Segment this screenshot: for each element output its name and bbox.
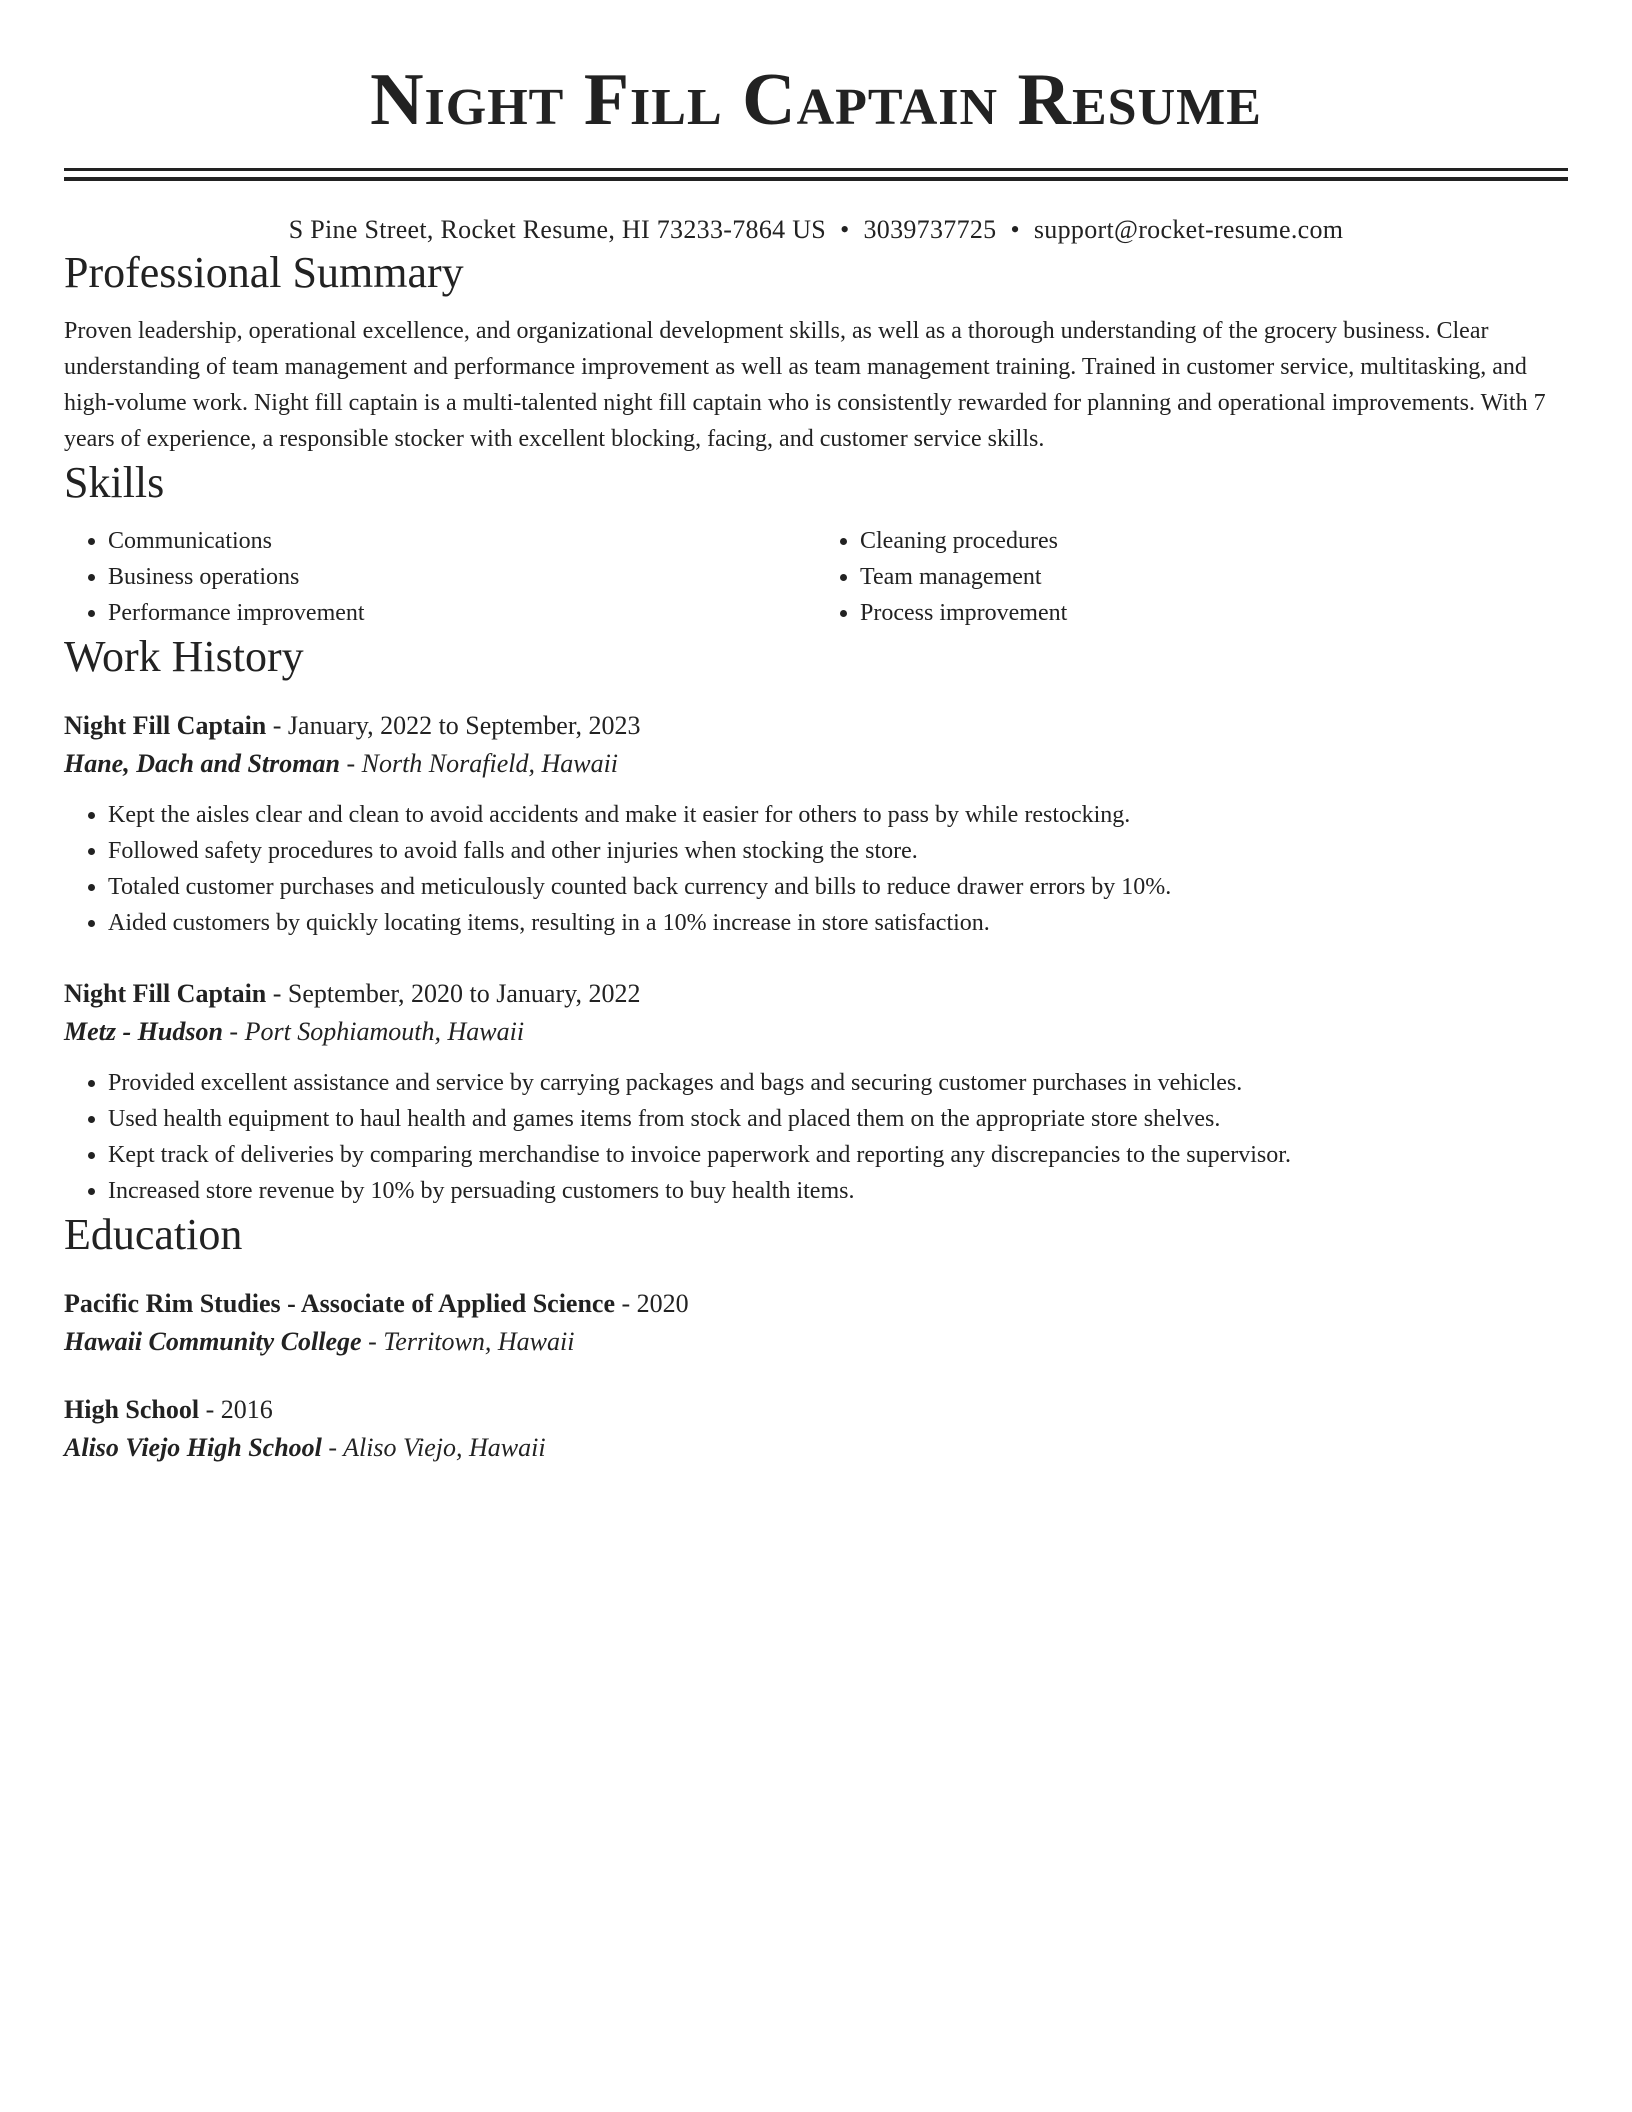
skill-item: • Performance improvement [108, 595, 816, 631]
job-bullet: • Totaled customer purchases and meticulously counted back currency and bills to reduce drawer errors by 10%. [108, 869, 1568, 905]
job-entry [64, 975, 1568, 1209]
job-entry [64, 707, 1568, 941]
job-title: Night Fill Captain [64, 979, 267, 1008]
title-divider-thin [64, 168, 1568, 171]
page-title: Night Fill Captain Resume [370, 59, 1262, 141]
job-title-line [64, 707, 1568, 745]
contact-address: S Pine Street, Rocket Resume, HI 73233-7864 US [288, 215, 827, 244]
job-bullets [64, 1065, 1568, 1209]
job-bullets [64, 797, 1568, 941]
summary-heading: Professional Summary [64, 248, 464, 297]
job-location: - Port Sophiamouth, Hawaii [222, 1017, 525, 1046]
contact-phone: 3039737725 [863, 215, 997, 244]
education-entry [64, 1391, 1568, 1467]
skill-item: • Team management [860, 559, 1568, 595]
job-company-line [64, 745, 1568, 783]
education-degree: High School [64, 1395, 200, 1424]
skills-column-left [64, 523, 816, 631]
education-year: - 2016 [199, 1395, 273, 1424]
job-bullet: • Aided customers by quickly locating items, resulting in a 10% increase in store satisfaction. [108, 905, 1568, 941]
education-location: - Aliso Viejo, Hawaii [321, 1433, 546, 1462]
education-heading: Education [64, 1210, 243, 1259]
job-dates: - January, 2022 to September, 2023 [266, 711, 641, 740]
skills-heading: Skills [64, 458, 165, 507]
skills-column-right [816, 523, 1568, 631]
job-company-line [64, 1013, 1568, 1051]
education-year: - 2020 [615, 1289, 689, 1318]
education-school: Aliso Viejo High School [64, 1433, 322, 1462]
job-company: Metz - Hudson [64, 1017, 223, 1046]
contact-line [64, 213, 1568, 247]
job-title-line [64, 975, 1568, 1013]
job-title: Night Fill Captain [64, 711, 267, 740]
education-location: - Territown, Hawaii [361, 1327, 575, 1356]
skill-item: • Business operations [108, 559, 816, 595]
job-company: Hane, Dach and Stroman [64, 749, 340, 778]
skill-item: • Cleaning procedures [860, 523, 1568, 559]
skill-item: • Process improvement [860, 595, 1568, 631]
education-school-line [64, 1323, 1568, 1361]
education-school-line [64, 1429, 1568, 1467]
summary-text: Proven leadership, operational excellence, and organizational development skills, as well as a thorough understanding of the grocery business. Clear understanding of team management and performance improvement as well as team management training. Trained in customer service, multitasking, and high-volume work. Night fill captain is a multi-talented night fill captain who is consistently rewarded for planning and operational improvements. With 7 years of experience, a responsible stocker with excellent blocking, facing, and customer service skills. [64, 318, 1546, 452]
job-bullet: • Kept the aisles clear and clean to avoid accidents and make it easier for others to pass by while restocking. [108, 797, 1568, 833]
education-degree: Pacific Rim Studies - Associate of Applied Science [64, 1289, 616, 1318]
job-bullet: • Increased store revenue by 10% by persuading customers to buy health items. [108, 1173, 1568, 1209]
contact-separator: • [1010, 215, 1020, 244]
job-bullet: • Kept track of deliveries by comparing merchandise to invoice paperwork and reporting any discrepancies to the supervisor. [108, 1137, 1568, 1173]
education-entry [64, 1285, 1568, 1361]
title-divider-thick [64, 177, 1568, 181]
job-location: - North Norafield, Hawaii [339, 749, 619, 778]
job-bullet: • Provided excellent assistance and service by carrying packages and bags and securing customer purchases in vehicles. [108, 1065, 1568, 1101]
job-bullet: • Followed safety procedures to avoid falls and other injuries when stocking the store. [108, 833, 1568, 869]
skills-list [64, 523, 1568, 631]
education-school: Hawaii Community College [64, 1327, 362, 1356]
job-bullet: • Used health equipment to haul health and games items from stock and placed them on the appropriate store shelves. [108, 1101, 1568, 1137]
education-degree-line [64, 1285, 1568, 1323]
education-degree-line [64, 1391, 1568, 1429]
skill-item: • Communications [108, 523, 816, 559]
work-history-heading: Work History [64, 632, 304, 681]
job-dates: - September, 2020 to January, 2022 [266, 979, 641, 1008]
contact-email: support@rocket-resume.com [1033, 215, 1344, 244]
contact-separator: • [840, 215, 850, 244]
